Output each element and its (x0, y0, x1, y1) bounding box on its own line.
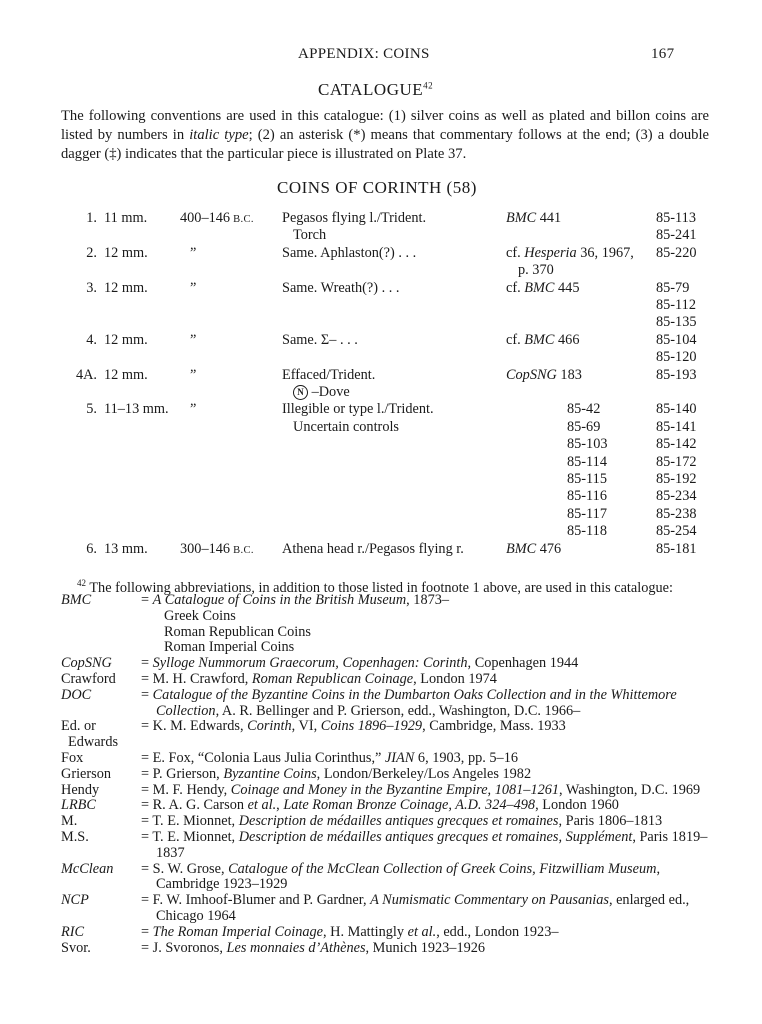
inventory-number: 85-192 (656, 471, 697, 487)
coin-size: 12 mm. (104, 279, 148, 296)
abbreviation-term: McClean (61, 860, 114, 877)
definition-text: , 1873– (406, 592, 450, 608)
definition-text: M. F. Hendy, (152, 781, 231, 798)
abbreviation-subentry: Greek Coins (164, 607, 236, 624)
footnote-ref: 42 (423, 80, 434, 91)
catalogue-row (0, 541, 762, 558)
coin-description: Same. Wreath(?) . . . (282, 279, 400, 296)
abbreviation-term: Grierson (61, 765, 112, 782)
date-range: 400–146 (180, 210, 231, 226)
ref-number: 476 (536, 540, 562, 557)
catalogue-title (318, 80, 433, 100)
definition-title: Catalogue of the McClean Collection of Greek Coins, Fitzwilliam Museum (228, 860, 657, 877)
definition-text: J. Svoronos, (152, 939, 227, 956)
ref-title: BMC (524, 331, 555, 348)
definition-title: The Roman Imperial Coinage (152, 923, 323, 940)
abbreviation-term: BMC (61, 592, 92, 608)
ref-title: Hesperia (524, 244, 577, 261)
equals-sign: = (141, 718, 153, 735)
abbreviation-definition (141, 767, 726, 783)
abbreviation-definition (141, 751, 726, 767)
definition-text: K. M. Edwards, (152, 718, 248, 735)
abbreviation-term: DOC (61, 686, 92, 703)
definition-text: , London/Berkeley/Los Angeles 1982 (316, 765, 532, 782)
equals-sign: = (141, 939, 153, 956)
footnote-text: The following abbreviations, in addition to those listed in footnote 1 above, are used in this catalogue: (89, 579, 673, 596)
definition-text: 6, 1903, pp. 5–16 (414, 750, 518, 766)
inventory-number: 85-254 (656, 523, 697, 540)
coin-date (180, 541, 254, 559)
abbreviation-definition (141, 593, 726, 609)
catalogue-row (0, 454, 762, 471)
section-title: COINS OF CORINTH (58) (277, 178, 477, 197)
equals-sign: = (141, 813, 153, 830)
equals-sign: = (141, 892, 153, 909)
definition-text: , Cambridge, Mass. 1933 (422, 718, 566, 735)
abbreviation-definition (141, 941, 726, 957)
coin-size: 11–13 mm. (104, 401, 169, 418)
coin-date (190, 332, 196, 349)
equals-sign: = (141, 750, 153, 766)
catalogue-row (0, 436, 762, 453)
definition-text: E. Fox, “Colonia Laus Julia Corinthus,” (152, 750, 385, 766)
entry-number: 4A. (75, 366, 97, 383)
inventory-number: 85-117 (567, 505, 607, 522)
date-range: ” (190, 401, 197, 418)
intro-paragraph (61, 107, 709, 164)
catalogue-row (0, 314, 762, 331)
coin-date (190, 280, 196, 297)
coin-size: 13 mm. (104, 540, 148, 557)
catalogue-row (0, 280, 762, 297)
abbreviation-definition (141, 719, 726, 735)
definition-text: T. E. Mionnet, (152, 813, 239, 830)
footnote-number: 42 (77, 578, 86, 588)
coin-date (190, 367, 196, 384)
coin-size: 12 mm. (104, 366, 148, 383)
coin-size: 11 mm. (104, 210, 148, 226)
catalogue-row (0, 488, 762, 505)
date-range: 300–146 (180, 540, 231, 557)
definition-title: Coinage and Money in the Byzantine Empire, 1081–1261 (230, 781, 560, 798)
definition-text: T. E. Mionnet, (152, 829, 239, 845)
entry-number: 3. (86, 279, 97, 296)
definition-title: Corinth (247, 718, 292, 735)
inventory-number: 85-69 (567, 418, 601, 435)
catalogue-title-text: CATALOGUE (318, 80, 424, 99)
definition-text: , VI, (291, 718, 321, 735)
inventory-number: 85-103 (567, 436, 608, 453)
coin-description: Torch (293, 227, 327, 244)
reference (506, 367, 582, 384)
definition-text: , Paris 1819–1837 (156, 829, 708, 861)
intro-text-2: ; (2) an asterisk (*) means that commentary follows at the end; (3) a double dagger (‡) indicates that the particular piece is illustrated on Plate 37. (61, 127, 710, 162)
catalogue-row (0, 384, 762, 401)
catalogue-row (0, 227, 762, 244)
coin-size: 12 mm. (104, 331, 148, 348)
equals-sign: = (141, 592, 153, 608)
inventory-number: 85-141 (656, 418, 697, 435)
catalogue-row (0, 297, 762, 314)
inventory-number: 85-42 (567, 401, 601, 418)
catalogue-row (0, 349, 762, 366)
inventory-number: 85-220 (656, 244, 697, 261)
definition-title: A Numismatic Commentary on Pausanias (370, 892, 609, 909)
definition-title: et al. (407, 923, 437, 940)
definition-title: Late Roman Bronze Coinage, A.D. 324–498 (283, 797, 536, 814)
abbreviation-term: Ed. or (61, 718, 96, 735)
abbreviation-subentry: Roman Imperial Coins (164, 639, 295, 656)
abbreviation-term: LRBC (61, 797, 96, 814)
definition-title: et al. (247, 797, 277, 814)
definition-text: , Paris 1806–1813 (558, 813, 663, 830)
definition-title: A Catalogue of Coins in the British Museum (152, 592, 407, 608)
definition-text: , Munich 1923–1926 (365, 939, 486, 956)
definition-text: P. Grierson, (152, 765, 224, 782)
catalogue-row (0, 332, 762, 349)
catalogue-row (0, 419, 762, 436)
coin-description: Effaced/Trident. (282, 366, 376, 383)
reference-continued: p. 370 (518, 262, 554, 279)
definition-text: M. H. Crawford, (152, 671, 252, 687)
abbreviation-definition (141, 830, 726, 862)
coin-description: Same. Aphlaston(?) . . . (282, 244, 417, 261)
ref-prefix: cf. (506, 331, 525, 348)
abbreviation-term: NCP (61, 892, 89, 909)
ref-title: CopSNG (506, 366, 557, 383)
abbreviation-definition (141, 688, 726, 720)
inventory-number: 85-241 (656, 227, 697, 244)
reference (506, 210, 561, 227)
ref-title: BMC (506, 540, 537, 557)
reference (506, 245, 634, 262)
definition-text: , London 1974 (413, 671, 497, 687)
definition-title: Roman Republican Coinage (251, 671, 414, 687)
inventory-number: 85-114 (567, 453, 607, 470)
catalogue-row (0, 471, 762, 488)
equals-sign: = (141, 686, 153, 703)
date-range: ” (190, 244, 197, 261)
catalogue-row (0, 245, 762, 262)
definition-text: , enlarged ed., Chicago 1964 (156, 892, 690, 924)
ref-number: 183 (556, 366, 582, 383)
era: B.C. (230, 214, 254, 225)
inventory-number: 85-234 (656, 488, 697, 505)
catalogue-row (0, 401, 762, 418)
equals-sign: = (141, 781, 153, 798)
monogram-icon: N (293, 385, 308, 400)
inventory-number: 85-120 (656, 349, 697, 366)
definition-text: , H. Mattingly (323, 923, 408, 940)
equals-sign: = (141, 797, 153, 814)
coin-description: Illegible or type l./Trident. (282, 401, 434, 418)
definition-text: , (276, 797, 284, 814)
date-range: ” (190, 331, 197, 348)
equals-sign: = (141, 765, 153, 782)
abbreviation-definition (141, 893, 726, 925)
abbreviation-term-continued: Edwards (68, 734, 119, 751)
definition-title: Description de médailles antiques grecques et romaines, Supplément (238, 829, 633, 845)
definition-title: Catalogue of the Byzantine Coins in the Dumbarton Oaks Collection and in the Whittemore Collection (152, 686, 677, 719)
inventory-number: 85-118 (567, 523, 607, 540)
abbreviation-definition (141, 783, 726, 799)
inventory-number: 85-135 (656, 314, 697, 331)
catalogue-row (0, 210, 762, 227)
definition-title: Description de médailles antiques grecques et romaines (238, 813, 559, 830)
entry-number: 4. (86, 331, 97, 348)
definition-text: , edd., London 1923– (436, 923, 559, 940)
inventory-number: 85-104 (656, 331, 697, 348)
intro-text-1: The following conventions are used in this catalogue: (1) silver coins as well as plated and billon coins are listed by numbers in (61, 108, 709, 143)
coin-description: Uncertain controls (293, 418, 399, 435)
inventory-number: 85-142 (656, 436, 697, 453)
inventory-number: 85-112 (656, 297, 696, 313)
inventory-number: 85-115 (567, 471, 607, 487)
definition-text: , London 1960 (535, 797, 619, 814)
abbreviation-term: M. (61, 813, 78, 830)
definition-title: Coins 1896–1929 (320, 718, 423, 735)
equals-sign: = (141, 655, 153, 672)
abbreviation-definition (141, 672, 726, 688)
ref-number: 36, 1967, (576, 244, 634, 261)
coin-date (180, 210, 254, 228)
abbreviation-term: M.S. (61, 829, 89, 845)
ref-number: 445 (554, 279, 580, 296)
abbreviation-term: CopSNG (61, 655, 112, 672)
definition-text: , Washington, D.C. 1969 (559, 781, 701, 798)
abbreviation-term: Svor. (61, 939, 91, 956)
inventory-number: 85-172 (656, 453, 697, 470)
definition-text: , A. R. Bellinger and P. Grierson, edd., Washington, D.C. 1966– (215, 702, 581, 719)
era: B.C. (230, 544, 254, 556)
catalogue-row (0, 367, 762, 384)
abbreviation-definition (141, 925, 726, 941)
equals-sign: = (141, 671, 153, 687)
entry-number: 5. (86, 401, 97, 418)
abbreviation-term: RIC (61, 923, 85, 940)
definition-text: , Copenhagen 1944 (467, 655, 579, 672)
reference (506, 332, 579, 349)
abbreviation-definition (141, 814, 726, 830)
catalogue-table (0, 210, 762, 560)
abbreviation-term: Crawford (61, 671, 116, 687)
abbreviation-term: Fox (61, 750, 84, 766)
definition-title: Sylloge Nummorum Graecorum, Copenhagen: Corinth (152, 655, 468, 672)
inventory-number: 85-79 (656, 279, 690, 296)
ref-number: 466 (554, 331, 580, 348)
ref-prefix: cf. (506, 279, 525, 296)
definition-text: , Cambridge 1923–1929 (156, 860, 661, 893)
definition-text: F. W. Imhoof-Blumer and P. Gardner, (152, 892, 371, 909)
catalogue-row (0, 523, 762, 540)
abbreviation-definition (141, 862, 726, 894)
coin-date (190, 245, 196, 262)
ref-title: BMC (506, 210, 537, 226)
date-range: ” (190, 279, 197, 296)
definition-text: S. W. Grose, (152, 860, 229, 877)
reference (506, 280, 579, 297)
ref-title: BMC (524, 279, 555, 296)
abbreviation-definition (141, 798, 726, 814)
coin-description: Same. Σ– . . . (282, 331, 358, 348)
catalogue-row (0, 262, 762, 279)
abbreviation-definition (141, 656, 726, 672)
coin-date (190, 401, 196, 418)
ref-prefix: cf. (506, 244, 525, 261)
catalogue-row (0, 506, 762, 523)
inventory-number: 85-116 (567, 488, 607, 505)
definition-title: Les monnaies d’Athènes (226, 939, 366, 956)
entry-number: 6. (86, 540, 97, 557)
definition-title: JIAN (384, 750, 415, 766)
running-title: APPENDIX: COINS (298, 46, 430, 62)
date-range: ” (190, 366, 197, 383)
definition-title: Byzantine Coins (223, 765, 317, 782)
inventory-number: 85-140 (656, 401, 697, 418)
definition-text: R. A. G. Carson (152, 797, 248, 814)
equals-sign: = (141, 829, 153, 845)
inventory-number: 85-113 (656, 210, 696, 226)
inventory-number: 85-238 (656, 505, 697, 522)
entry-number: 1. (86, 210, 97, 226)
coin-description: Athena head r./Pegasos flying r. (282, 540, 464, 557)
monogram-description (293, 384, 350, 401)
equals-sign: = (141, 860, 153, 877)
equals-sign: = (141, 923, 153, 940)
monogram-text: –Dove (308, 384, 350, 400)
ref-number: 441 (536, 210, 562, 226)
abbreviation-subentry: Roman Republican Coins (164, 623, 311, 640)
coin-description: Pegasos flying l./Trident. (282, 210, 427, 226)
inventory-number: 85-193 (656, 366, 697, 383)
abbreviations-list (0, 593, 762, 993)
page-number: 167 (651, 46, 675, 62)
inventory-number: 85-181 (656, 540, 697, 557)
reference (506, 541, 561, 558)
entry-number: 2. (86, 244, 97, 261)
abbreviation-term: Hendy (61, 781, 100, 798)
coin-size: 12 mm. (104, 244, 148, 261)
intro-italic: italic type (189, 127, 249, 143)
